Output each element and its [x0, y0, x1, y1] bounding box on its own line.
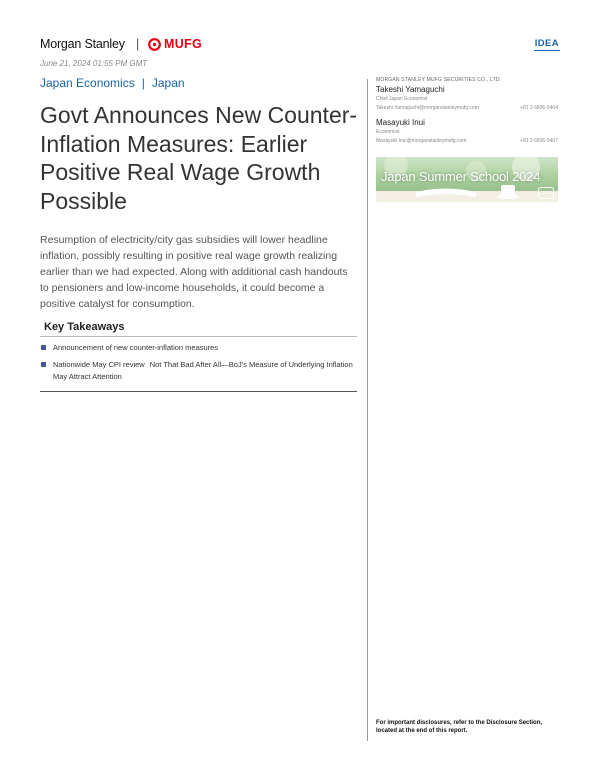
morgan-stanley-logo: Morgan Stanley — [40, 37, 125, 51]
analyst-block — [376, 85, 558, 111]
analyst-name: Masayuki Inui — [376, 118, 425, 127]
logo-divider: | — [136, 37, 140, 51]
key-takeaway-text[interactable]: Nationwide May CPI review — [53, 360, 145, 369]
analyst-role: Chief Japan Economist — [376, 96, 428, 102]
square-bullet-icon — [41, 362, 46, 367]
mufg-circle-logo-icon — [148, 38, 161, 51]
disclosure-note: For important disclosures, refer to the Disclosure Section, located at the end of this report. — [376, 720, 543, 734]
key-takeaway-item[interactable] — [40, 342, 357, 354]
report-summary: Resumption of electricity/city gas subsidies will lower headline inflation, possibly resulting in positive real wage growth realizing earlier than we had expected. Along with additional cash handouts to pensioners and low-income households, it could become a positive catalyst for consumption. — [40, 234, 348, 310]
category-link[interactable]: Japan Economics — [40, 76, 135, 90]
key-takeaway-related-link[interactable]: Not That Bad After All—BoJ's Measure of Underlying Inflation May Attract Attention — [53, 360, 353, 381]
key-takeaways-heading: Key Takeaways — [44, 321, 125, 333]
report-date: June 21, 2024 01:55 PM GMT — [40, 59, 148, 68]
analyst-name: Takeshi Yamaguchi — [376, 85, 445, 94]
firm-name: MORGAN STANLEY MUFG SECURITIES CO., LTD. — [376, 77, 502, 83]
key-takeaways-top-divider — [40, 336, 357, 337]
key-takeaway-text[interactable]: Announcement of new counter-inflation measures — [53, 343, 219, 352]
report-title: Govt Announces New Counter-Inflation Measures: Earlier Positive Real Wage Growth Possible — [40, 102, 358, 214]
square-bullet-icon — [41, 345, 46, 350]
key-takeaways-list — [40, 342, 357, 388]
report-category — [40, 76, 185, 90]
analyst-phone: +81 3 6836-5404 — [520, 105, 558, 111]
analyst-phone: +81 3 6836-5407 — [520, 138, 558, 144]
key-takeaways-bottom-divider — [40, 391, 357, 392]
idea-tag: IDEA — [534, 38, 559, 49]
category-divider: | — [141, 76, 145, 90]
banner-title: Japan Summer School 2024 — [381, 169, 541, 184]
key-takeaway-item[interactable] — [40, 359, 357, 383]
analyst-role: Economist — [376, 129, 400, 135]
sidebar-divider — [367, 79, 368, 741]
analyst-email-link[interactable]: Takeshi.Yamaguchi@morganstanleymufg.com — [376, 105, 479, 111]
analyst-email-link[interactable]: Masayuki.Inui@morganstanleymufg.com — [376, 138, 467, 144]
region-link[interactable]: Japan — [151, 76, 185, 90]
summer-school-banner[interactable] — [376, 157, 558, 202]
double-chevron-right-icon[interactable]: >> — [538, 187, 554, 199]
analyst-block — [376, 118, 558, 144]
mufg-logo: MUFG — [164, 37, 202, 51]
